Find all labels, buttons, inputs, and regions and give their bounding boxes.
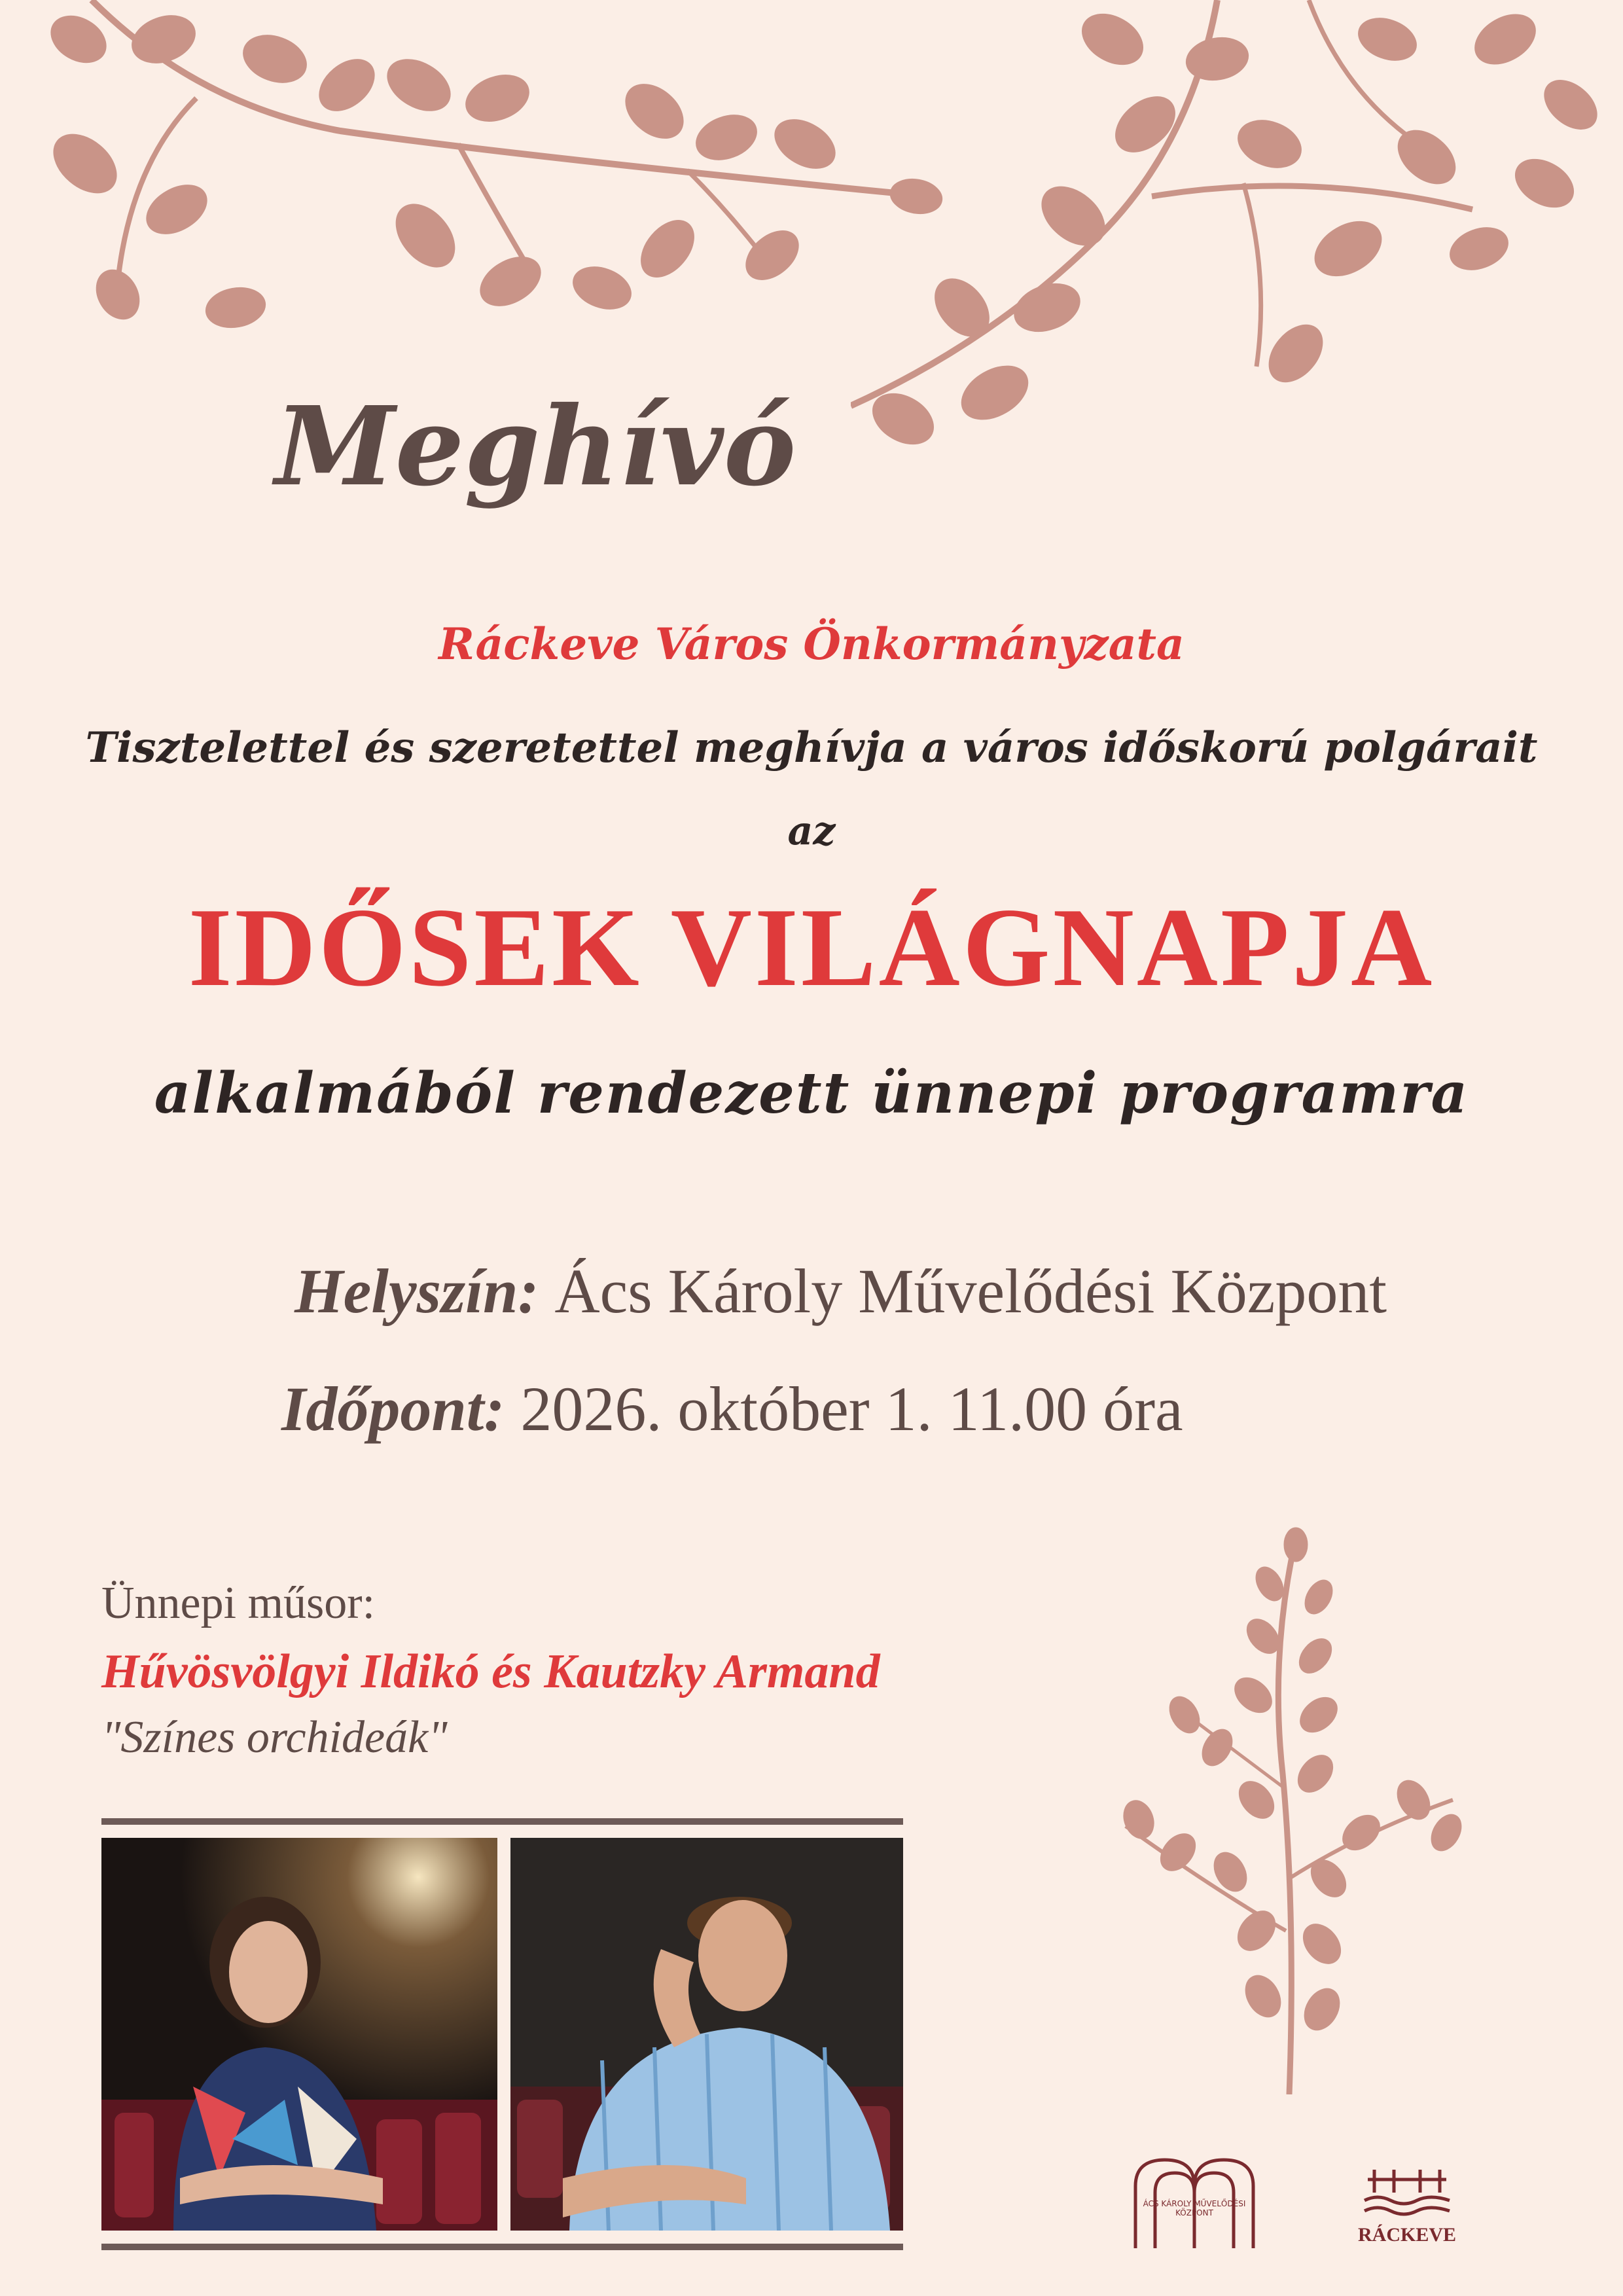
event-name: IDŐSEK VILÁGNAPJA <box>188 886 1435 1010</box>
performer-photo-man <box>510 1838 903 2231</box>
performers-names: Hűvösvölgyi Ildikó és Kautzky Armand <box>101 1645 880 1698</box>
invitation-title: Meghívó <box>275 383 796 511</box>
leaf-branch-top-left-decoration <box>0 0 982 367</box>
organizer-name: Ráckeve Város Önkormányzata <box>438 619 1185 670</box>
venue-label: Helyszín: <box>294 1256 539 1326</box>
culture-center-logo-text: ÁCS KÁROLY MŰVELŐDÉSI KÖZPONT <box>1143 2199 1246 2217</box>
leaf-branch-top-right-decoration <box>851 0 1623 445</box>
occasion-line: alkalmából rendezett ünnepi programra <box>154 1060 1469 1126</box>
rackeve-logo <box>1355 2153 1459 2251</box>
show-title: "Színes orchideák" <box>101 1712 448 1763</box>
time-label: Időpont: <box>281 1374 505 1444</box>
leaf-plant-decoration <box>1099 1525 1479 2094</box>
program-label: Ünnepi műsor: <box>101 1578 376 1628</box>
time-row <box>281 1374 1183 1444</box>
photo-frame-bottom-bar <box>101 2244 903 2250</box>
time-value: 2026. október 1. 11.00 óra <box>520 1374 1183 1444</box>
rackeve-logo-text: RÁCKEVE <box>1357 2224 1456 2246</box>
photo-frame-top-bar <box>101 1818 903 1825</box>
performer-photo-woman <box>101 1838 497 2231</box>
culture-center-logo <box>1129 2153 1260 2251</box>
article-az: az <box>787 808 836 854</box>
venue-value: Ács Károly Művelődési Központ <box>554 1256 1387 1326</box>
invite-line: Tisztelettel és szeretettel meghívja a város időskorú polgárait <box>85 723 1538 772</box>
venue-row <box>294 1256 1387 1326</box>
